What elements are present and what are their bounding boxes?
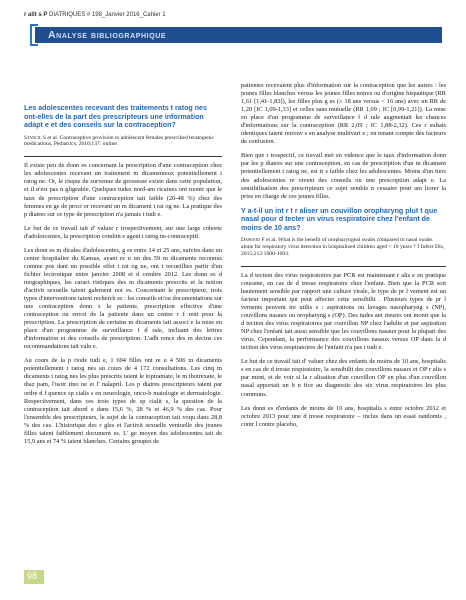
- section-title: Analyse bibliographique: [48, 29, 167, 41]
- journal-brand: r alit s P: [24, 12, 48, 18]
- paragraph: Au cours de la p riode tudi e, 1 694 filles ont re u 4 506 m dicaments potentiellement t ratog nes au cours de 4 172 consultations. Les cinq m dicaments t ratog nes les plus prescrits taient le topiramate, le m thotrexate, le diaz pam, l'isotr tino ne et l' nalapril. Les p diatres prescripteurs taient par ordre d f quence sp cialis s en neurologie, onco-h matologie et dermatologie. Respectivement, dans ces trois types de sp cialit s, la question de la contraception tait abord e dans 15,6 %, 28 % et 46,9 % des cas. Pour l'ensemble des prescripteurs, le sujet de la contraception tait voqu dans 28,8 % des cas. L'historique des r gles et l'activit sexuelle ventuelle des jeunes filles taient faiblement document es. L' ge moyen des adolescentes tait de 15,9 ans et 74 % taient blanches. Certains groupes de: [24, 357, 222, 445]
- page-number: 98: [27, 571, 38, 581]
- paragraph: Les donn es m dicales d'adolescentes, g es entre 14 et 25 ans, suivies dans un centre hospitalier du Kansas, ayant re u un des 59 m dicaments reconnus comme pos dant un possible effet t rat og ne, ont t recueillies partir d'un fichier lectronique entre janvier 2008 et d cembre 2012. Les donn es d mographiques, les caract ristiques des m dicaments prescrits et la notion d'activit sexuelle taient galement not es. Concernant le prescripteur, trois types d'interventions taient recherch es : les conseils et/ou documentations sur une contraception donn s la patiente, prescription effective d'une contraception ou envoi de la patiente dans un centre r f rent pour la prescription. La prescription de certains m dicaments tait associ e la mise en place d'un programme de surveillance f d rale, incluant des lettres d'information et des conseils de prescription. L'adh rence des m decins ces recommandations tait valu e.: [24, 246, 222, 351]
- page-number-badge: [24, 570, 44, 584]
- paragraph: Le but de ce travail tait d' valuer r trospectivement, sur une large cohorte d'adolescentes, la prescription combin e agent t ratog ne-contraceptif.: [24, 224, 222, 240]
- right-column: [241, 82, 446, 429]
- divider: [241, 266, 446, 267]
- paragraph: Les donn es d'enfants de moins de 10 ans, hospitalis s entre octobre 2012 et octobre 2013 pour une d tresse respiratoire – inclus dans un essai randomis , contr l contre placebo,: [241, 404, 446, 428]
- reference-citation: et al. What is the benefit of oropharyngeal swabs compared to nasal swabs alone for respiratory virus detection in hospitalized children aged < 10 years ? J Infect Dis, 2015;212:1600-1603.: [241, 237, 445, 257]
- divider: [24, 156, 222, 157]
- paragraph: La d tection des virus respiratoires par PCR est maintenant r alis e en pratique courante, en cas de d tresse respiratoire chez l'enfant. Bien que la PCR soit hautement sensible par rapport une culture virale, le type de pr l vement est un facteur important qui peut affecter cette sensibilit . Plusieurs types de pr l vements peuvent tre utilis s : aspirations ou lavages nasopharyng s (NP), couvillons nasaux ou oropharyng s (OP). Des tudes ant rieures ont montr que la d tection des virus respiratoires par couvillon NP chez l'adulte et par aspiration NP chez l'enfant tait aussi sensible que les couvillons nasaux pour la plupart des virus. Cependant, la performance des couvillons nasaux versus OP dans la d tection des virus respiratoires de l'enfant n'a pas t tudi e.: [241, 271, 446, 352]
- article-reference-2: [241, 237, 446, 258]
- paragraph: patientes recevaient plus d'information sur la contraception que les autres : les jeunes filles blanches versus les jeunes filles noires ou d'origine hispanique (RR 1,61 [1,41-1,83]), les filles plus g es (≥ 18 ans versus < 16 ans) avec un RR de 1,20 [IC 1,09-1,33] et celles sans mutuelle (RR 1,09 ; IC [0,99-1,21]). La mise en place d'un programme de surveillance f d rale augmentait les chances d'informations sur la contraception (RR 2,09 ; IC 1,88-2,32). Ces r sultats identiques taient retrouv s en analyse multivari e ; en tenant compte des facteurs de confusion.: [241, 82, 446, 146]
- reference-authors: Dawood F: [241, 237, 265, 244]
- article-reference-1: [24, 135, 222, 149]
- paragraph: Il existe peu de donn es concernant la prescription d'une contraception chez les adolescentes recevant un traitement m dicamenteux potentiellement t ratog ne. Or, le risque de survenue de grossesse existe dans cette population, et il n'est pas n gligeable. Quelques tudes nord-am ricaines ont montr que le taux de prescription d'une contraception tait faible (20-48 %) chez des femmes en ge de procr er recevant un m dicament t rat og ne. La pratique des p diatres sur ce type de prescription n'a jamais t tudi e.: [24, 162, 222, 218]
- left-column: [24, 104, 222, 446]
- paragraph: Le but de ce travail tait d' valuer chez des enfants de moins de 10 ans, hospitalis s en cas de d tresse respiratoire, la sensibilit des couvillons nasaux et OP r alis s par ment, et de voir si la r alisation d'un couvillon OP en plus d'un couvillon nasal apportait un b n fice au diagnostic des six virus respiratoires les plus communs.: [241, 358, 446, 398]
- article-heading-2: Y a-t-il un int r t r aliser un couvillon oropharyng plut t que nasal pour d tecter un virus respiratoire chez l'enfant de moins de 10 ans?: [241, 206, 438, 232]
- bracket-decoration: [30, 24, 38, 46]
- paragraph: Bien que r trospectif, ce travail met en vidence que le taux d'information donn par les p diatres sur une contraception, en cas de prescription d'un m dicament potentiellement t ratog ne, est tr s faible chez les adolescentes. Moins d'un tiers des adolescentes re oivent des conseils ou une prescription adapt e. La sensibilisation des prescripteurs ce sujet semble n cessaire pour am liorer la prise en charge de ces jeunes filles.: [241, 152, 446, 200]
- issue-info: DIATRIQUES # 198_Janvier 2016_Cahier 1: [49, 12, 166, 18]
- reference-authors: Stancil S: [24, 134, 46, 141]
- section-banner: [30, 24, 442, 46]
- running-header: [24, 12, 444, 18]
- reference-citation: et al. Contraceptive provision to adolescent females prescribed teratogenic medications. Pediatrics, 2016;137: online.: [24, 134, 215, 148]
- article-heading-1: Les adolescentes recevant des traitements t ratog nes ont-elles de la part des prescripteurs une information adapt e et des conseils sur la contraception?: [24, 104, 207, 129]
